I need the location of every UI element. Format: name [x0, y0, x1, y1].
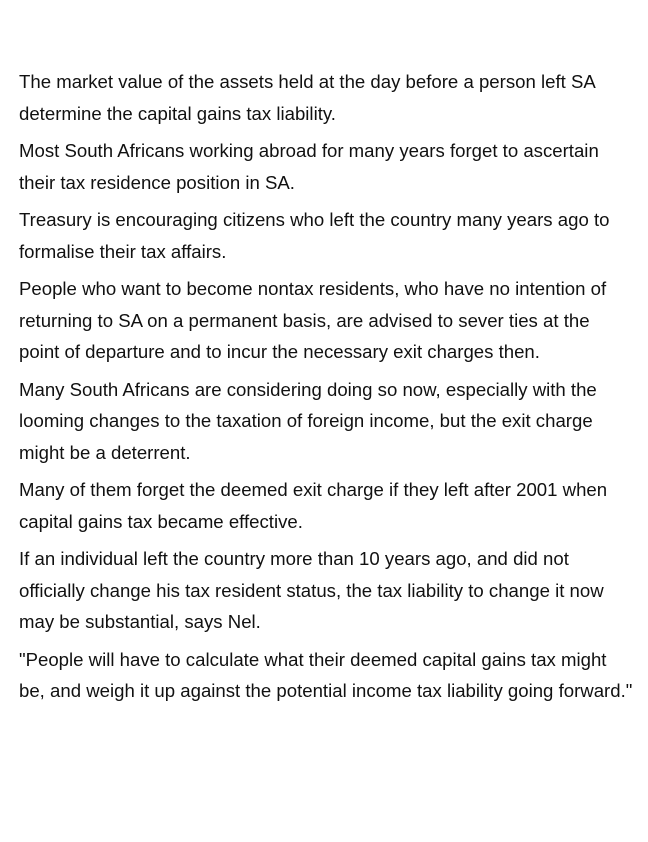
- paragraph: Most South Africans working abroad for many years forget to ascertain their tax residence position in SA.: [19, 140, 599, 193]
- paragraph: If an individual left the country more than 10 years ago, and did not officially change his tax resident status, the tax liability to change it now may be substantial, says Nel.: [19, 548, 604, 632]
- paragraph: The market value of the assets held at the day before a person left SA determine the capital gains tax liability.: [19, 71, 595, 124]
- article-body: [19, 66, 635, 713]
- paragraph: Many of them forget the deemed exit charge if they left after 2001 when capital gains tax became effective.: [19, 479, 608, 532]
- paragraph: People who want to become nontax residents, who have no intention of returning to SA on a permanent basis, are advised to sever ties at the point of departure and to incur the necessary exit charges then.: [19, 278, 607, 362]
- paragraph: Treasury is encouraging citizens who left the country many years ago to formalise their tax affairs.: [19, 209, 610, 262]
- paragraph: Many South Africans are considering doing so now, especially with the looming changes to the taxation of foreign income, but the exit charge might be a deterrent.: [19, 378, 597, 463]
- paragraph: "People will have to calculate what their deemed capital gains tax might be, and weigh it up against the potential income tax liability going forward.": [19, 648, 633, 701]
